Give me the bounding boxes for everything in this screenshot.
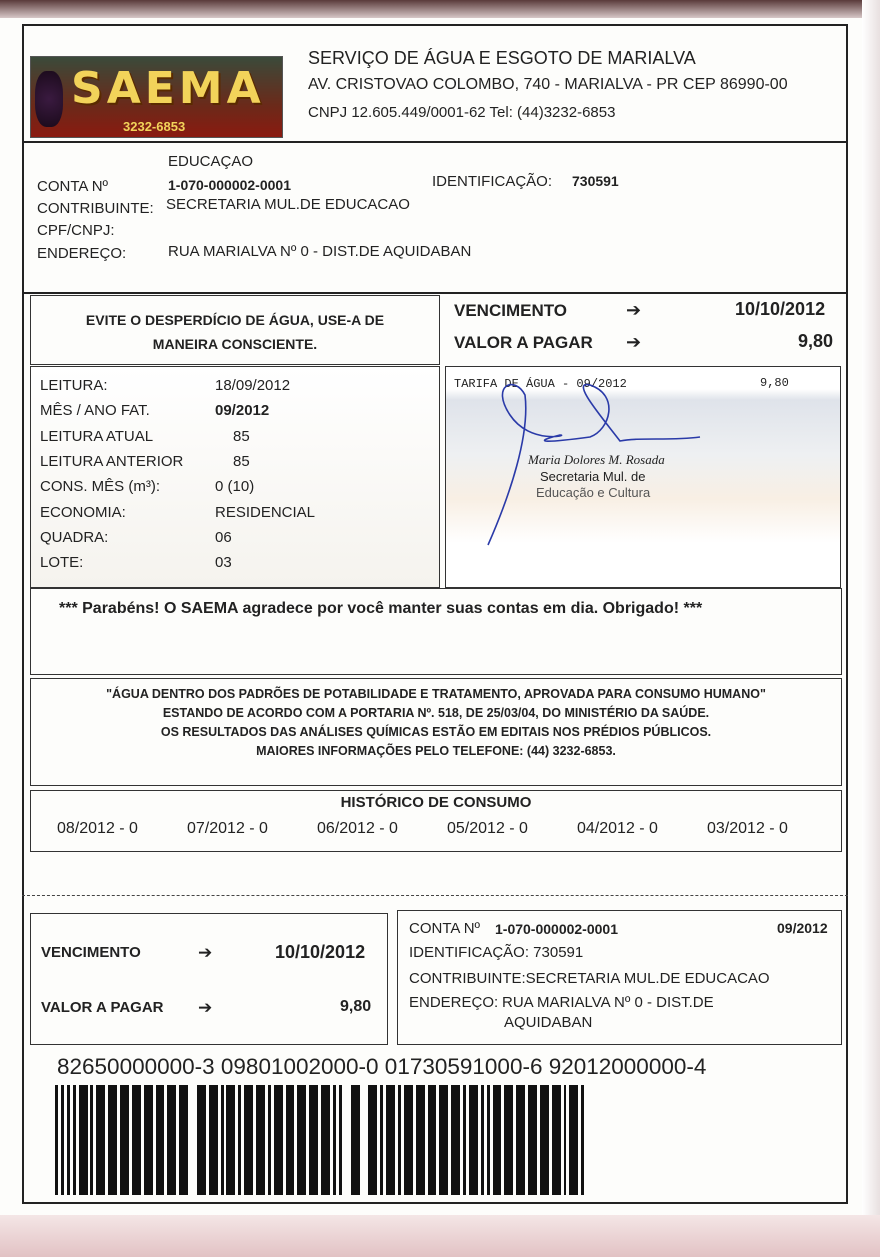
barcode-bar [404,1085,413,1195]
barcode-bar [552,1085,561,1195]
barcode-bar [108,1085,117,1195]
stub-payment-box [30,913,388,1045]
scan-edge-right [862,0,880,1257]
barcode-bar [197,1085,206,1195]
barcode-bar [416,1085,425,1195]
notice-line2: MANEIRA CONSCIENTE. [152,336,318,352]
barcode-bar [516,1085,525,1195]
barcode-bar [96,1085,105,1195]
ident-label: IDENTIFICAÇÃO: [432,173,553,190]
contrib-label: CONTRIBUINTE: [37,200,154,217]
reading-label: LEITURA: [40,377,108,394]
stub-conta-label: CONTA Nº [409,920,481,937]
reading-value: 0 (10) [215,478,255,496]
vencimento-value: 10/10/2012 [735,299,826,319]
thanks-message-box [30,588,842,675]
org-name: SERVIÇO DE ÁGUA E ESGOTO DE MARIALVA [308,48,696,68]
stamp-line1: Secretaria Mul. de [540,469,646,484]
reading-label: LOTE: [40,554,84,572]
reading-label: LEITURA ANTERIOR [40,452,184,470]
charge-amount: 9,80 [760,376,789,390]
barcode-bar [569,1085,578,1195]
cut-line [22,895,848,896]
barcode-bar [493,1085,502,1195]
barcode-bar [144,1085,153,1195]
barcode-bar [504,1085,513,1195]
account-category: EDUCAÇAO [168,153,254,170]
thanks-message: *** Parabéns! O SAEMA agradece por você manter suas contas em dia. Obrigado! *** [59,600,703,617]
barcode-bar [286,1085,295,1195]
barcode-bar [342,1085,351,1195]
ident-value: 730591 [572,173,619,189]
barcode [55,1085,585,1195]
history-box [30,790,842,852]
arrow-right-icon: ➔ [626,300,642,320]
barcode-bar [297,1085,306,1195]
potability-line: MAIORES INFORMAÇÕES PELO TELEFONE: (44) 3232-6853. [256,744,616,758]
reading-value: 85 [233,452,250,470]
potability-line: OS RESULTADOS DAS ANÁLISES QUÍMICAS ESTÃO EM EDITAIS NOS PRÉDIOS PÚBLICOS. [160,725,712,739]
barcode-bar [309,1085,318,1195]
barcode-digits: 82650000000-3 09801002000-0 01730591000-6 92012000000-4 [57,1054,707,1079]
history-item: 08/2012 - 0 [57,820,138,837]
org-cnpj-tel: CNPJ 12.605.449/0001-62 Tel: (44)3232-6853 [308,104,616,121]
org-address: AV. CRISTOVAO COLOMBO, 740 - MARIALVA - PR CEP 86990-00 [308,76,788,93]
barcode-bar [244,1085,253,1195]
stub-valor-label: VALOR A PAGAR [41,999,164,1016]
reading-value: 09/2012 [215,402,270,420]
cpf-label: CPF/CNPJ: [37,222,115,239]
stamp-name: Maria Dolores M. Rosada [528,452,665,467]
stub-endereco-label: ENDEREÇO: [409,994,499,1011]
history-list [57,820,837,838]
barcode-bar [321,1085,330,1195]
vencimento-label: VENCIMENTO [454,301,568,320]
barcode-bar [226,1085,235,1195]
stub-valor-value: 9,80 [340,998,372,1015]
reading-label: MÊS / ANO FAT. [40,402,150,420]
reading-value: 18/09/2012 [215,377,291,394]
barcode-bar [368,1085,377,1195]
conta-label: CONTA Nº [37,178,109,195]
reading-label: LEITURA ATUAL [40,427,154,445]
stub-contrib: CONTRIBUINTE:SECRETARIA MUL.DE EDUCACAO [409,970,770,987]
notice-line1: EVITE O DESPERDÍCIO DE ÁGUA, USE-A DE [85,312,385,328]
history-item: 05/2012 - 0 [447,820,528,837]
arrow-right-icon: ➔ [198,998,213,1017]
history-title: HISTÓRICO DE CONSUMO [340,794,532,811]
charge-item: TARIFA DE ÁGUA - 09/2012 [454,377,627,391]
reading-label: ECONOMIA: [40,503,126,521]
reading-value: 06 [215,528,232,546]
potability-line: ESTANDO DE ACORDO COM A PORTARIA Nº. 518, DE 25/03/04, DO MINISTÉRIO DA SAÚDE. [162,706,710,720]
reading-value: 85 [233,427,250,445]
divider [22,292,848,294]
grapes-icon [35,71,63,127]
logo-phone: 3232-6853 [123,119,186,134]
potability-line: "ÁGUA DENTRO DOS PADRÕES DE POTABILIDADE E TRATAMENTO, APROVADA PARA CONSUMO HUMANO" [106,687,766,701]
barcode-bar [256,1085,265,1195]
barcode-bar [439,1085,448,1195]
saema-logo [30,56,283,138]
divider [22,141,848,143]
barcode-bar [209,1085,218,1195]
stub-conta-value: 1-070-000002-0001 [495,921,618,937]
barcode-bar [540,1085,549,1195]
barcode-bar [386,1085,395,1195]
barcode-bar [528,1085,537,1195]
valor-value: 9,80 [798,331,834,351]
scan-edge-top [0,0,880,18]
barcode-bar [274,1085,283,1195]
stub-period: 09/2012 [777,920,828,936]
valor-label: VALOR A PAGAR [454,333,593,352]
endereco-label: ENDEREÇO: [37,245,127,262]
contrib-value: SECRETARIA MUL.DE EDUCACAO [166,196,410,213]
reading-label: QUADRA: [40,528,109,546]
stub-endereco-line2: AQUIDABAN [504,1014,593,1031]
stub-endereco-line1: RUA MARIALVA Nº 0 - DIST.DE [502,994,714,1011]
barcode-bar [79,1085,88,1195]
barcode-bar [132,1085,141,1195]
endereco-value: RUA MARIALVA Nº 0 - DIST.DE AQUIDABAN [168,243,472,260]
stub-vencimento-label: VENCIMENTO [41,944,141,961]
stub-vencimento-value: 10/10/2012 [275,942,366,962]
barcode-bar [167,1085,176,1195]
stamp-line2: Educação e Cultura [536,485,651,500]
reading-panel [30,366,440,588]
reading-value: 03 [215,554,232,572]
scan-edge-bottom [0,1215,880,1257]
arrow-right-icon: ➔ [626,332,642,352]
logo-text: SAEMA [71,63,265,114]
history-item: 03/2012 - 0 [707,820,788,837]
barcode-bar [469,1085,478,1195]
barcode-bar [428,1085,437,1195]
potability-notice [30,678,842,786]
stub-ident: IDENTIFICAÇÃO: 730591 [409,944,584,961]
barcode-bar [351,1085,360,1195]
barcode-bar [451,1085,460,1195]
water-notice [30,295,440,365]
barcode-bar [179,1085,188,1195]
barcode-bar [188,1085,197,1195]
arrow-right-icon: ➔ [198,943,213,962]
conta-value: 1-070-000002-0001 [168,177,291,193]
barcode-bar [120,1085,129,1195]
history-item: 04/2012 - 0 [577,820,658,837]
barcode-bar [360,1085,369,1195]
history-item: 07/2012 - 0 [187,820,268,837]
barcode-bar [581,1085,584,1195]
barcode-bar [156,1085,165,1195]
reading-value: RESIDENCIAL [215,503,316,521]
history-item: 06/2012 - 0 [317,820,398,837]
reading-label: CONS. MÊS (m³): [40,478,160,496]
